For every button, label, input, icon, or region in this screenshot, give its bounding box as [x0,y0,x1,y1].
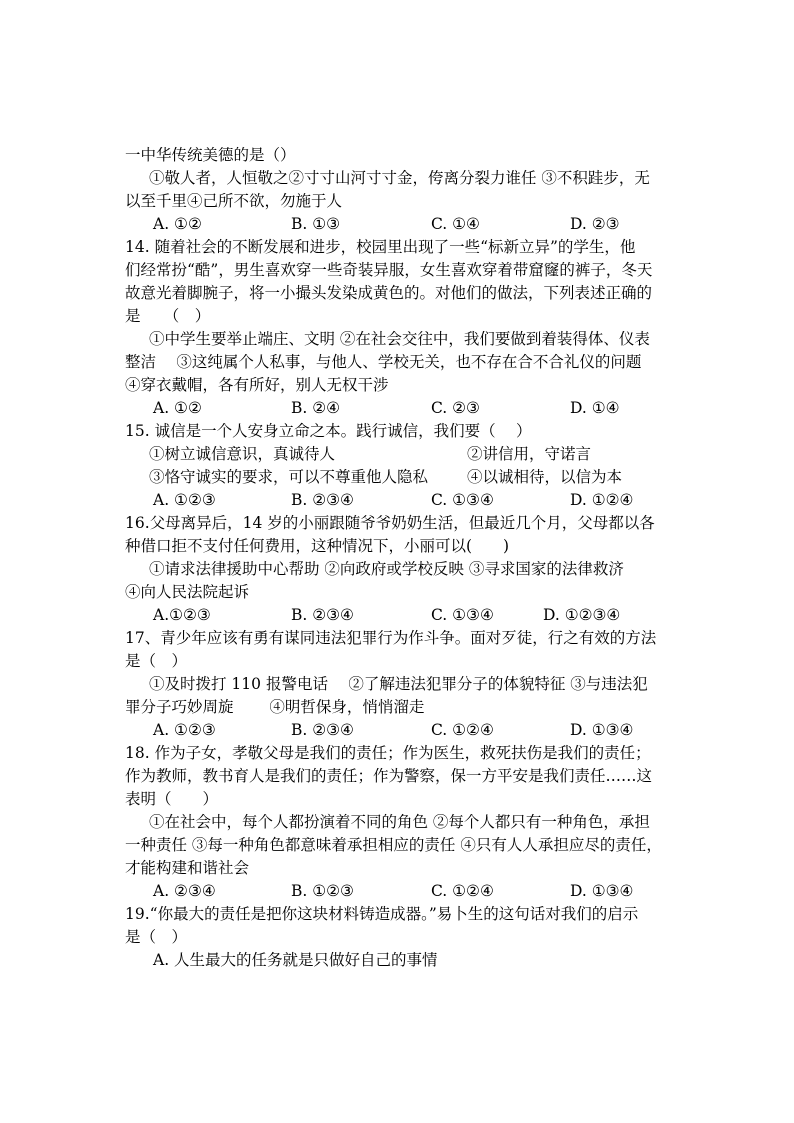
q17-option-a: A. ①②③ [153,721,216,739]
q18-statement: 才能构建和谐社会 [125,859,250,877]
q16-option-b: B. ②③④ [291,606,354,624]
q13-stem: 一中华传统美德的是（） [125,146,296,164]
q15-option-b: B. ②③④ [291,491,354,509]
q14-statement: ④穿衣戴帽，各有所好，别人无权干涉 [125,376,389,394]
q14-stem: 故意光着脚腕子，将一小撮头发染成黄色的。对他们的做法，下列表述正确的 [125,284,653,302]
q13-statement: 以至千里④己所不欲，勿施于人 [125,192,343,210]
q17-option-b: B. ②③④ [291,721,354,739]
q17-option-d: D. ①③④ [570,721,634,739]
q17-statement: ①及时拨打 110 报警电话 ②了解违法犯罪分子的体貌特征 ③与违法犯 [149,675,648,693]
q15-statement-3: ③恪守诚实的要求，可以不尊重他人隐私 [149,468,429,486]
q14-option-c: C. ②③ [431,399,480,417]
q15-statement-2: ②讲信用，守诺言 [467,445,592,463]
q18-statement: ①在社会中，每个人都扮演着不同的角色 ②每个人都只有一种角色，承担 [149,813,650,831]
q15-option-a: A. ①②③ [153,491,216,509]
q16-option-d: D. ①②③④ [543,606,621,624]
q14-stem: 们经常扮“酷”，男生喜欢穿一些奇装异服，女生喜欢穿着带窟窿的裤子，冬天 [125,261,653,279]
q13-option-c: C. ①④ [431,215,480,233]
q17-statement: 罪分子巧妙周旋 ④明哲保身，悄悄溜走 [125,698,425,716]
q18-option-b: B. ①②③ [291,882,354,900]
q19-stem: 是（ ） [125,928,188,946]
q13-statement: ①敬人者，人恒敬之②寸寸山河寸寸金，侉离分裂力谁任 ③不积跬步，无 [149,169,650,187]
q18-stem: 18. 作为子女，孝敬父母是我们的责任；作为医生，救死扶伤是我们的责任； [125,744,651,762]
q17-stem: 17、青少年应该有勇有谋同违法犯罪行为作斗争。面对歹徒，行之有效的方法 [125,629,657,647]
q15-statement-1: ①树立诚信意识，真诚待人 [149,445,336,463]
q13-option-a: A. ①② [153,215,202,233]
q15-option-c: C. ①③④ [431,491,494,509]
q18-statement: 一种责任 ③每一种角色都意味着承担相应的责任 ④只有人人承担应尽的责任， [125,836,662,854]
q18-option-a: A. ②③④ [153,882,216,900]
q17-option-c: C. ①②④ [431,721,494,739]
q14-statement: 整洁 ③这纯属个人私事，与他人、学校无关，也不存在合不合礼仪的问题 [125,353,642,371]
q15-stem: 15. 诚信是一个人安身立命之本。践行诚信，我们要（ ） [125,422,532,440]
q16-statement: ①请求法律援助中心帮助 ②向政府或学校反映 ③寻求国家的法律救济 [149,560,624,578]
q19-stem: 19.“你最大的责任是把你这块材料铸造成器。”易卜生的这句话对我们的启示 [125,905,639,923]
q15-statement-4: ④以诚相待，以信为本 [467,468,623,486]
q18-option-c: C. ①②④ [431,882,494,900]
q18-stem: 作为教师，教书育人是我们的责任；作为警察，保一方平安是我们责任……这 [125,767,653,785]
q16-statement: ④向人民法院起诉 [125,583,250,601]
q13-option-b: B. ①③ [291,215,341,233]
q16-option-c: C. ①③④ [431,606,494,624]
q16-stem: 16.父母离异后，14 岁的小丽跟随爷爷奶奶生活，但最近几个月，父母都以各 [125,514,655,532]
q13-option-d: D. ②③ [570,215,620,233]
q14-stem: 是 （ ） [125,307,211,325]
q16-stem: 种借口拒不支付任何费用，这种情况下，小丽可以( ) [125,537,510,555]
q14-option-b: B. ②④ [291,399,341,417]
q14-option-a: A. ①② [153,399,202,417]
q14-stem: 14. 随着社会的不断发展和进步，校园里出现了一些“标新立异”的学生，他 [125,238,636,256]
q18-stem: 表明（ ） [125,790,219,808]
q18-option-d: D. ①③④ [570,882,634,900]
q14-option-d: D. ①④ [570,399,620,417]
q16-option-a: A.①②③ [153,606,211,624]
q15-option-d: D. ①②④ [570,491,634,509]
q17-stem: 是（ ） [125,652,188,670]
q14-statement: ①中学生要举止端庄、文明 ②在社会交往中，我们要做到着装得体、仪表 [149,330,650,348]
q19-option-a: A. 人生最大的任务就是只做好自己的事情 [153,951,438,969]
